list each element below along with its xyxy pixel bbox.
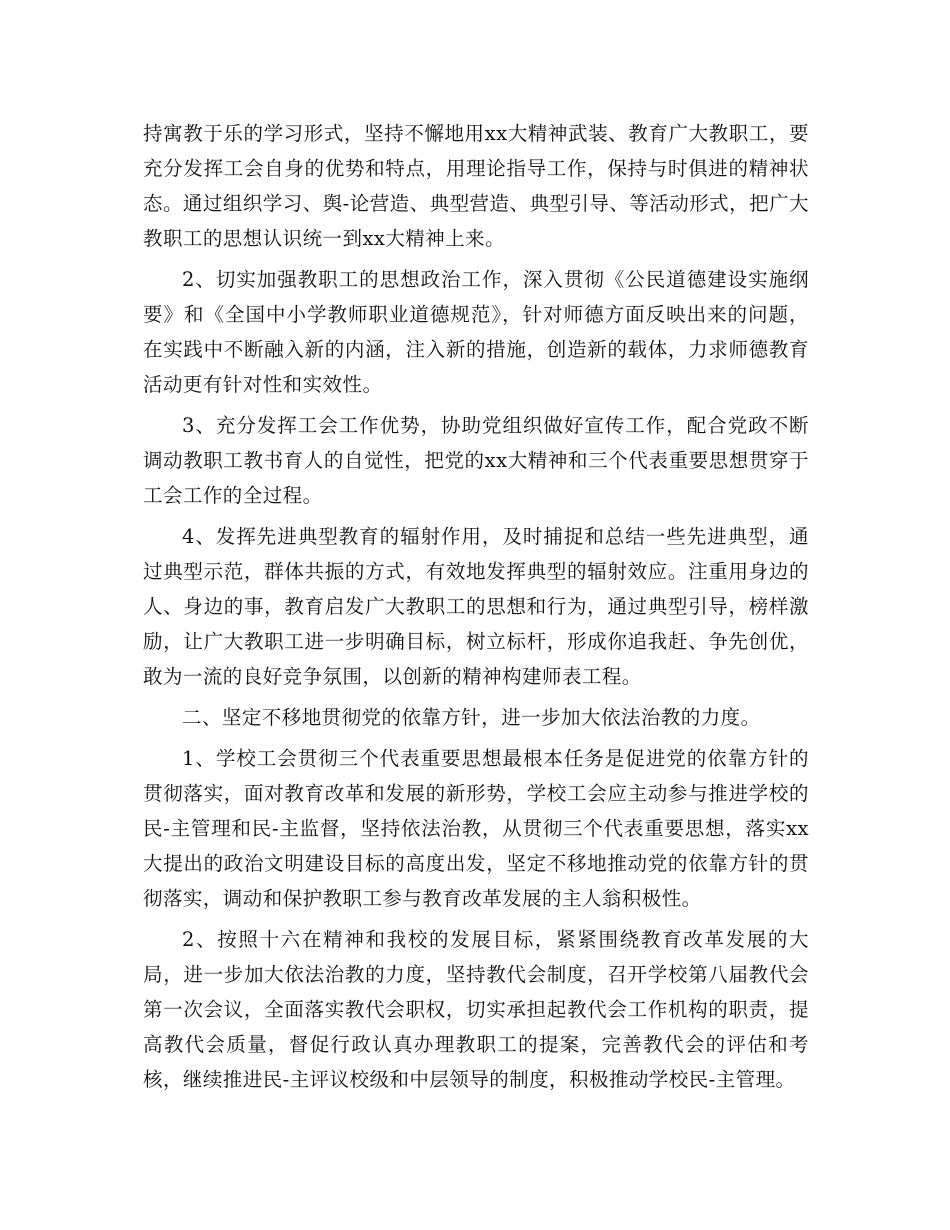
paragraph-4: 4、发挥先进典型教育的辐射作用，及时捕捉和总结一些先进典型，通过典型示范，群体共振的方式，有效地发挥典型的辐射效应。注重用身边的人、身边的事，教育启发广大教职工的思想和行为，通过典型引导，榜样激励，让广大教职工进一步明确目标，树立标杆，形成你追我赶、争先创优，敢为一流的良好竞争氛围，以创新的精神构建师表工程。 xyxy=(143,525,809,688)
section-heading: 二、坚定不移地贯彻党的依靠方针，进一步加大依法治教的力度。 xyxy=(182,706,761,729)
paragraph-3: 3、充分发挥工会工作优势，协助党组织做好宣传工作，配合党政不断调动教职工教书育人的自觉性，把党的xx大精神和三个代表重要思想贯穿于工会工作的全过程。 xyxy=(143,414,809,507)
paragraph-2: 2、切实加强教职工的思想政治工作，深入贯彻《公民道德建设实施纲要》和《全国中小学教师职业道德规范》，针对师德方面反映出来的问题，在实践中不断融入新的内涵，注入新的措施，创造新的载体，力求师德教育活动更有针对性和实效性。 xyxy=(143,268,809,396)
document-page xyxy=(143,116,809,1097)
paragraph-6: 2、按照十六在精神和我校的发展目标，紧紧围绕教育改革发展的大局，进一步加大依法治教的力度，坚持教代会制度，召开学校第八届教代会第一次会议，全面落实教代会职权，切实承担起教代会工作机构的职责，提高教代会质量，督促行政认真办理教职工的提案，完善教代会的评估和考核，继续推进民-主评议校级和中层领导的制度，积极推动学校民-主管理。 xyxy=(143,928,809,1091)
paragraph-5: 1、学校工会贯彻三个代表重要思想最根本任务是促进党的依靠方针的贯彻落实，面对教育改革和发展的新形势，学校工会应主动参与推进学校的民-主管理和民-主监督，坚持依法治教，从贯彻三个代表重要思想，落实xx大提出的政治文明建设目标的高度出发，坚定不移地推动党的依靠方针的贯彻落实，调动和保护教职工参与教育改革发展的主人翁积极性。 xyxy=(143,747,809,910)
paragraph-1: 持寓教于乐的学习形式，坚持不懈地用xx大精神武装、教育广大教职工，要充分发挥工会自身的优势和特点，用理论指导工作，保持与时俱进的精神状态。通过组织学习、舆-论营造、典型营造、典型引导、等活动形式，把广大教职工的思想认识统一到xx大精神上来。 xyxy=(143,122,809,250)
